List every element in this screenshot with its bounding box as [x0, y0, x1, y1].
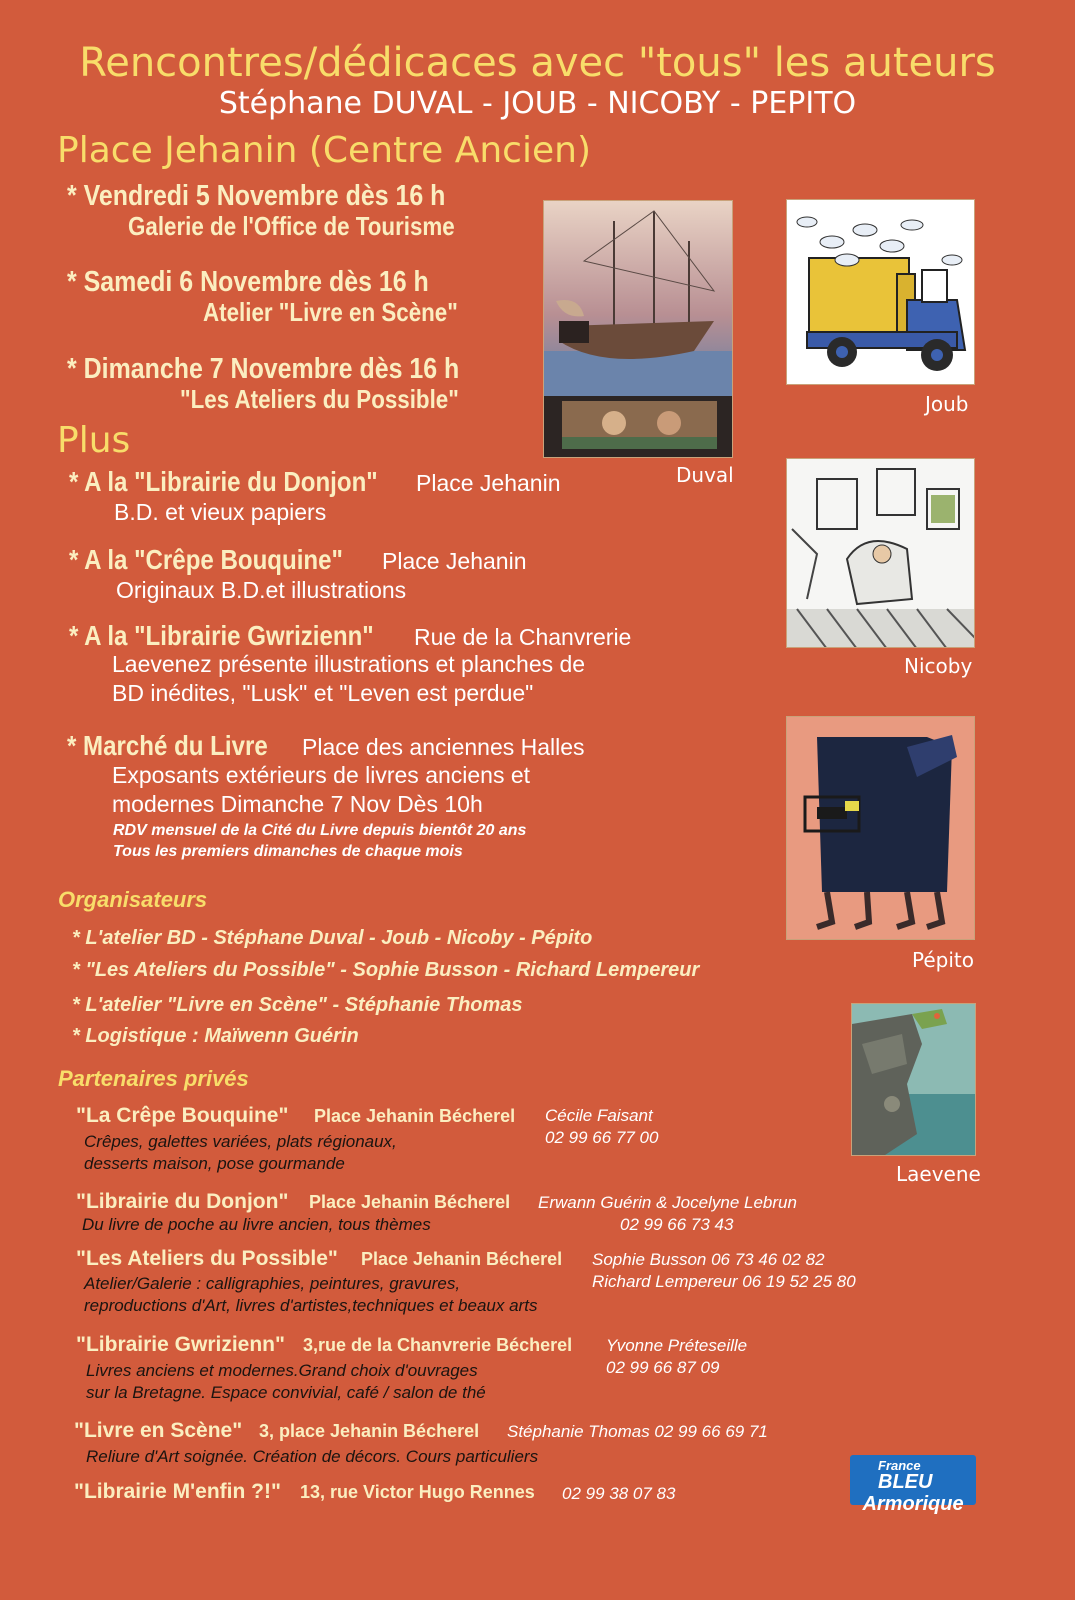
partner-contact: Cécile Faisant 02 99 66 77 00: [545, 1106, 659, 1147]
partner-name: "Librairie Gwrizienn": [76, 1333, 285, 1356]
partner-description: Crêpes, galettes variées, plats régionaux, desserts maison, pose gourmande: [84, 1132, 397, 1173]
plus-item-gwrizienn: [69, 620, 632, 652]
place-jehanin-heading: Place Jehanin (Centre Ancien): [57, 130, 591, 171]
joub-artwork-image: [786, 199, 975, 385]
partner-address: 3,rue de la Chanvrerie Bécherel: [303, 1335, 573, 1355]
character-illustration: [787, 717, 975, 940]
plus-item-place: Place Jehanin: [382, 548, 527, 574]
plus-heading: Plus: [57, 420, 131, 461]
organisateurs-heading: Organisateurs: [58, 887, 208, 912]
day-sunday: * Dimanche 7 Novembre dès 16 h: [67, 353, 460, 385]
partner-description: Du livre de poche au livre ancien, tous thèmes: [82, 1215, 431, 1234]
logo-line-2: Armorique: [862, 1493, 964, 1515]
organisateur-item: * Logistique : Maïwenn Guérin: [72, 1025, 359, 1047]
day-friday: * Vendredi 5 Novembre dès 16 h: [67, 180, 446, 212]
plus-item-marche: [67, 730, 585, 762]
ship-illustration: [544, 201, 733, 458]
laevene-artwork-image: [851, 1003, 976, 1156]
plus-item-title: * A la "Crêpe Bouquine": [69, 544, 343, 575]
pepito-caption: Pépito: [912, 948, 974, 972]
duval-artwork-image: [543, 200, 733, 458]
partner-address: Place Jehanin Bécherel: [309, 1192, 511, 1212]
nicoby-artwork-image: [786, 458, 975, 648]
day-saturday: * Samedi 6 Novembre dès 16 h: [67, 266, 429, 298]
venue-saturday: Atelier "Livre en Scène": [203, 297, 458, 327]
truck-illustration: [787, 200, 975, 385]
plus-item-desc: Originaux B.D.et illustrations: [116, 577, 407, 603]
partner-description: Reliure d'Art soignée. Création de décors. Cours particuliers: [86, 1447, 539, 1466]
france-bleu-logo: [850, 1455, 976, 1515]
venue-sunday: "Les Ateliers du Possible": [180, 384, 459, 414]
duval-caption: Duval: [676, 463, 734, 487]
plus-item-place: Rue de la Chanvrerie: [414, 624, 632, 650]
partner-name: "Librairie du Donjon": [76, 1190, 289, 1213]
plus-item-desc: Exposants extérieurs de livres anciens et modernes Dimanche 7 Nov Dès 10h: [112, 762, 531, 817]
nicoby-caption: Nicoby: [904, 654, 973, 678]
cliff-illustration: [852, 1004, 976, 1156]
partner-address: 13, rue Victor Hugo Rennes: [300, 1482, 535, 1502]
organisateur-item: * L'atelier "Livre en Scène" - Stéphanie Thomas: [72, 994, 523, 1016]
plus-item-title: * A la "Librairie du Donjon": [69, 466, 378, 497]
partner-phone: 02 99 66 73 43: [620, 1215, 734, 1234]
partner-name: "La Crêpe Bouquine": [76, 1104, 289, 1127]
partner-name: "Livre en Scène": [74, 1419, 243, 1442]
venue-friday: Galerie de l'Office de Tourisme: [128, 211, 455, 241]
partner-address: Place Jehanin Bécherel: [314, 1106, 516, 1126]
pepito-artwork-image: [786, 716, 975, 940]
partner-contact: 02 99 38 07 83: [562, 1484, 676, 1503]
partner-description: Atelier/Galerie : calligraphies, peintures, gravures, reproductions d'Art, livres d'artistes,techniques et beaux arts: [84, 1274, 538, 1315]
partner-contact: Yvonne Préteseille 02 99 66 87 09: [606, 1336, 748, 1377]
joub-caption: Joub: [925, 392, 969, 416]
organisateur-item: * L'atelier BD - Stéphane Duval - Joub - Nicoby - Pépito: [72, 927, 593, 949]
plus-item-title: * A la "Librairie Gwrizienn": [69, 620, 374, 651]
partner-contact: Sophie Busson 06 73 46 02 82 Richard Lempereur 06 19 52 25 80: [592, 1250, 856, 1291]
plus-item-place: Place des anciennes Halles: [302, 734, 585, 760]
interior-illustration: [787, 459, 975, 648]
partner-name: "Les Ateliers du Possible": [76, 1247, 338, 1270]
organisateur-item: * "Les Ateliers du Possible" - Sophie Busson - Richard Lempereur: [72, 959, 700, 981]
authors-subtitle: Stéphane DUVAL - JOUB - NICOBY - PEPITO: [218, 86, 857, 121]
partner-address: Place Jehanin Bécherel: [361, 1249, 563, 1269]
plus-item-desc: B.D. et vieux papiers: [114, 499, 327, 525]
partner-description: Livres anciens et modernes.Grand choix d'ouvrages sur la Bretagne. Espace convivial, café / salon de thé: [86, 1361, 486, 1402]
partner-address: 3, place Jehanin Bécherel: [259, 1421, 480, 1441]
plus-item-donjon: [69, 466, 561, 498]
plus-item-desc: Laevenez présente illustrations et planches de BD inédites, "Lusk" et "Leven est perdue": [112, 651, 586, 706]
partenaires-heading: Partenaires privés: [58, 1066, 249, 1091]
laevene-caption: Laevene: [896, 1162, 981, 1186]
plus-item-place: Place Jehanin: [416, 470, 561, 496]
plus-item-title: * Marché du Livre: [67, 730, 268, 761]
logo-line-1: France BLEU: [878, 1458, 933, 1493]
partner-contact: Stéphanie Thomas 02 99 66 69 71: [507, 1422, 768, 1441]
poster-title: Rencontres/dédicaces avec "tous" les auteurs: [79, 40, 996, 86]
plus-item-crepe: [69, 544, 527, 576]
marche-note: RDV mensuel de la Cité du Livre depuis bientôt 20 ans Tous les premiers dimanches de chaque mois: [113, 822, 527, 860]
partner-name: "Librairie M'enfin ?!": [74, 1480, 281, 1503]
partner-contact: Erwann Guérin & Jocelyne Lebrun: [538, 1193, 797, 1212]
